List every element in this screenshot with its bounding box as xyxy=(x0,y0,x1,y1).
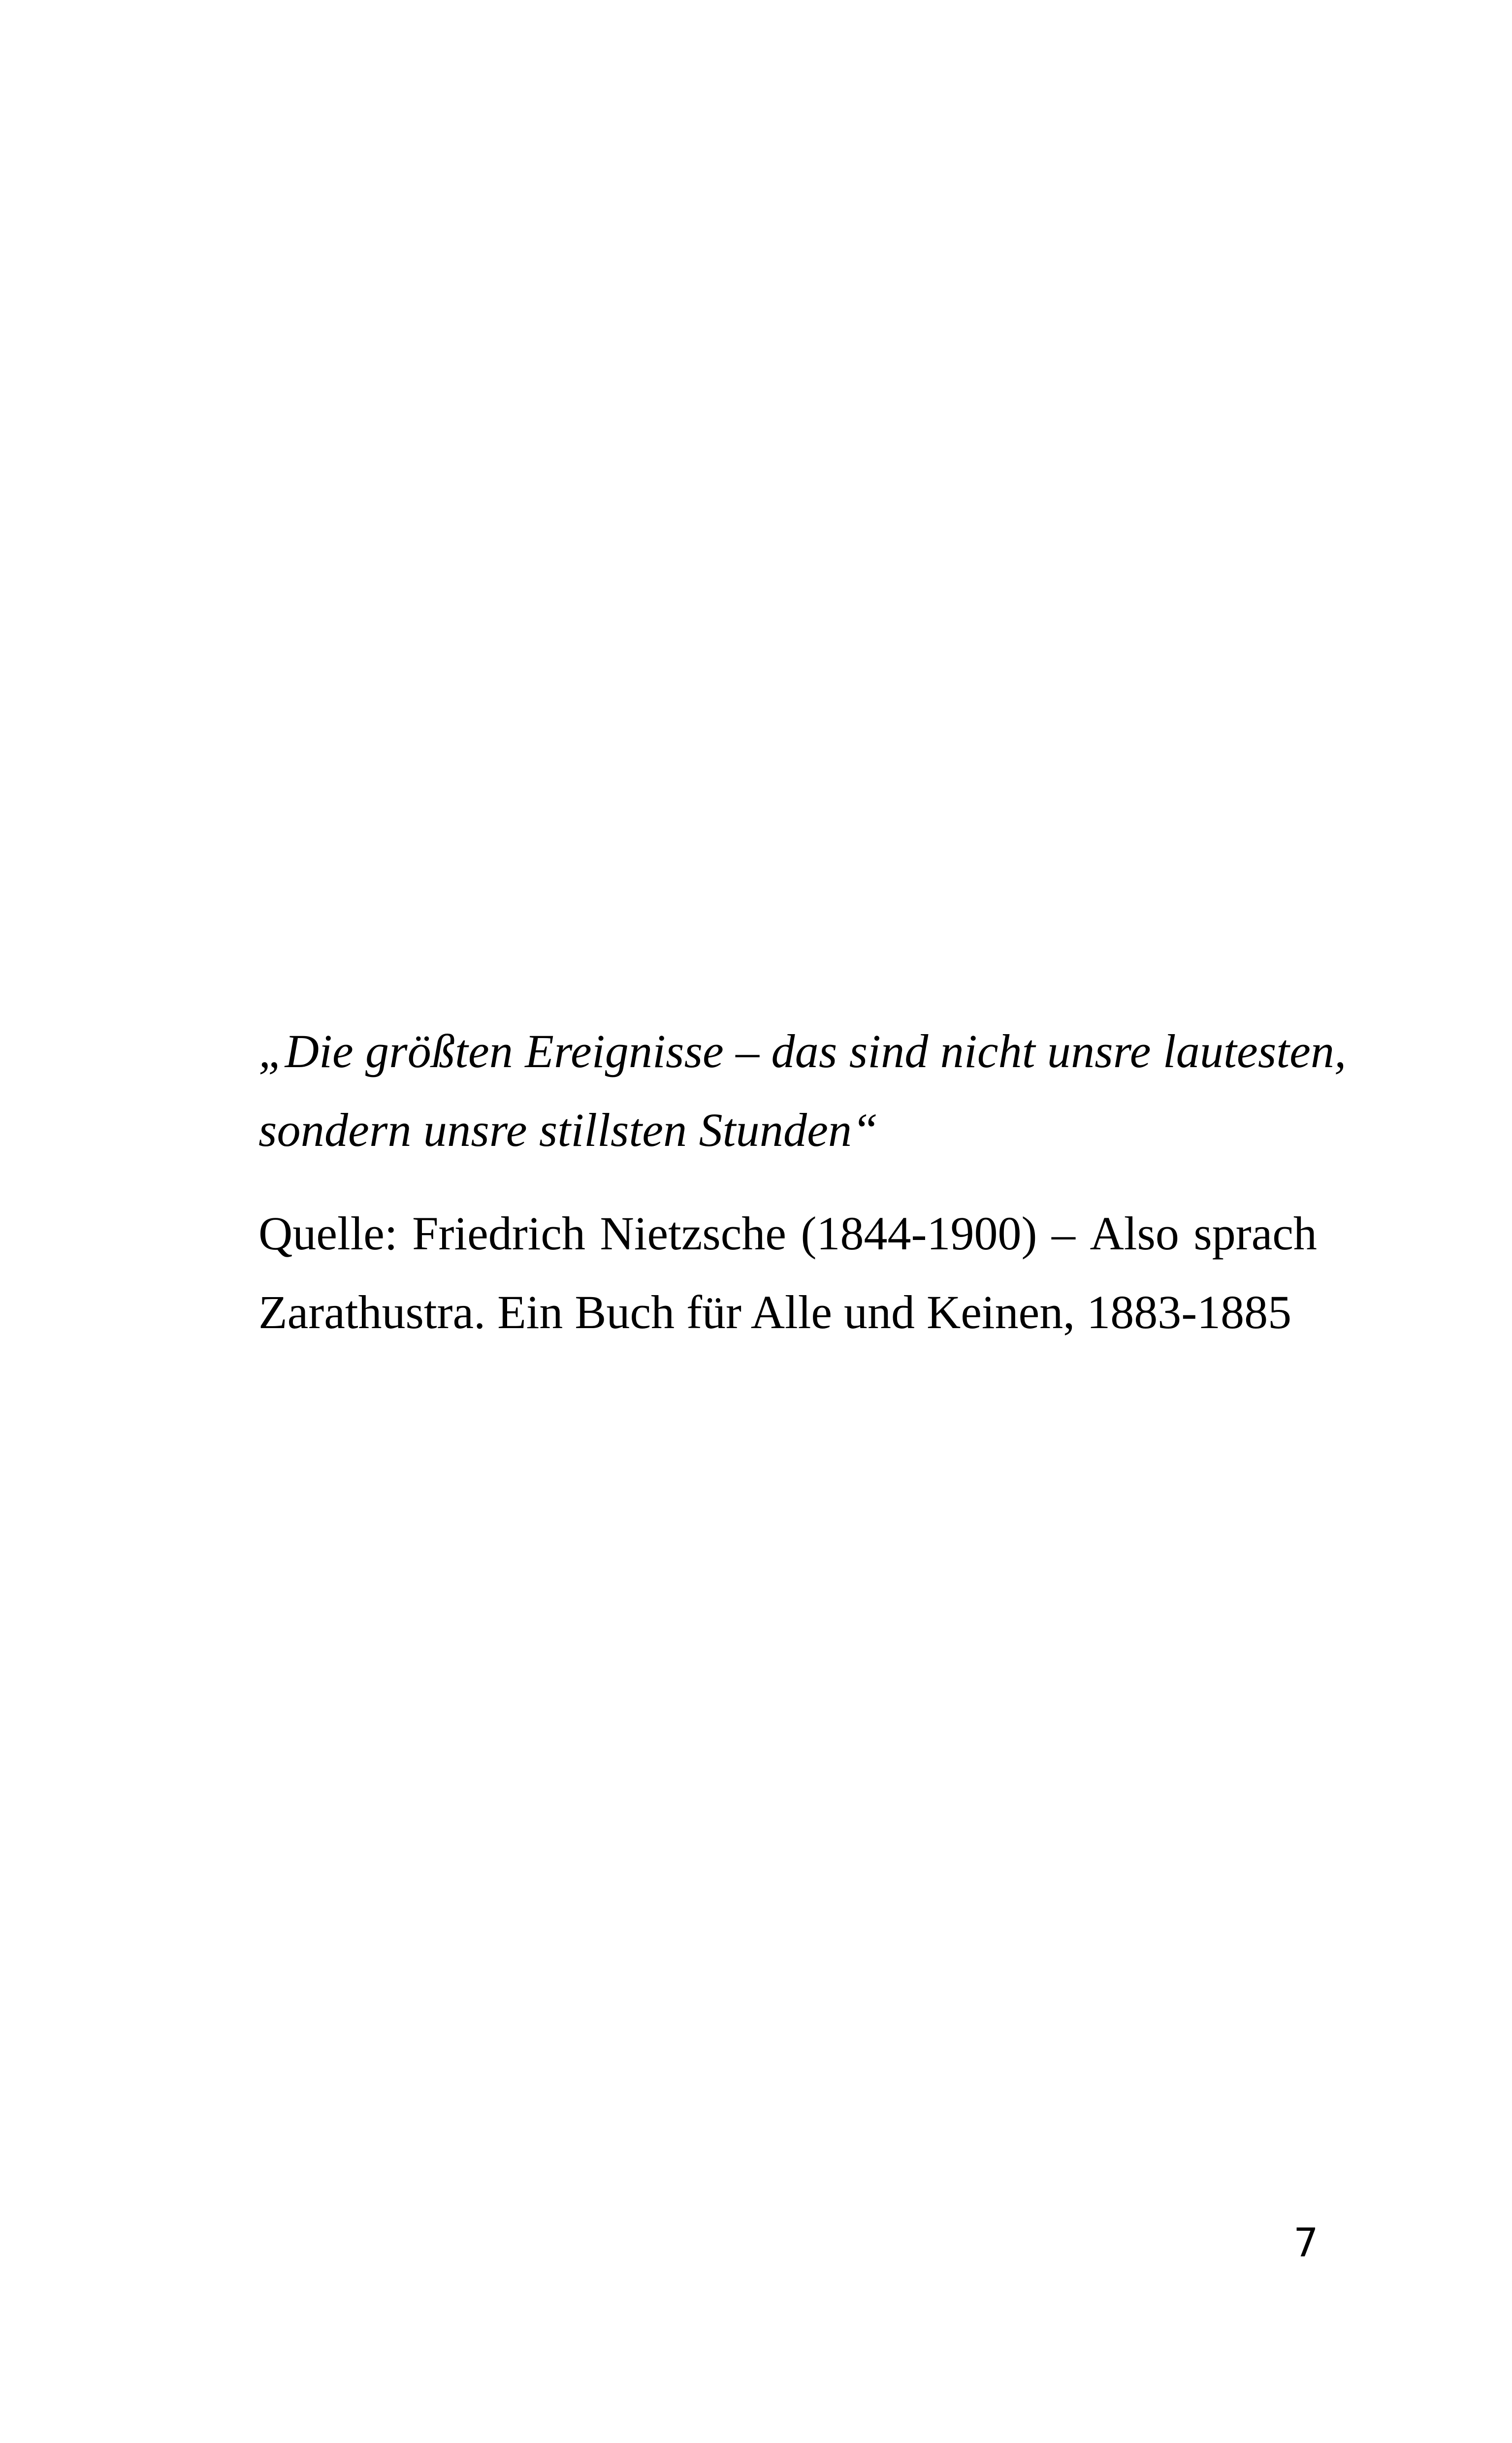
page-number: 7 xyxy=(1293,2220,1319,2266)
source-word: Quelle: xyxy=(258,1207,398,1260)
quote-line-1: „Die größten Ereignisse – das sind nicht unsre lautesten, xyxy=(258,1025,1347,1077)
source-word: sprach xyxy=(1193,1207,1317,1260)
quote-line-2: sondern unsre stillsten Stunden“ xyxy=(258,1104,878,1156)
source-line-1 xyxy=(258,1194,1317,1273)
text-block xyxy=(258,1012,1347,1352)
source-word: Friedrich xyxy=(412,1207,585,1260)
source-word: (1844-1900) xyxy=(801,1207,1037,1260)
source-word: Nietzsche xyxy=(600,1207,786,1260)
source-line-2: Zarathustra. Ein Buch für Alle und Keinen, 1883-1885 xyxy=(258,1286,1292,1338)
source-citation xyxy=(258,1194,1317,1352)
quote xyxy=(258,1012,1347,1170)
source-word: Also xyxy=(1090,1207,1179,1260)
source-word: – xyxy=(1051,1207,1075,1260)
